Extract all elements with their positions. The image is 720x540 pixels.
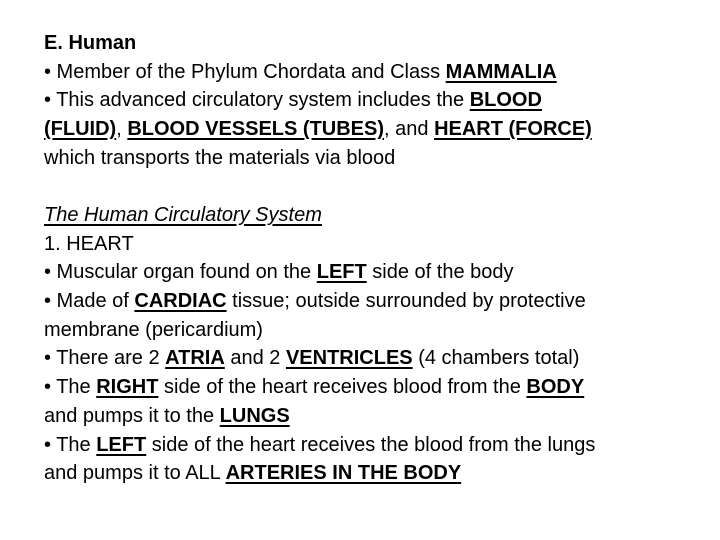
key-term-left-side: LEFT: [96, 433, 147, 456]
bullet-text: • There are 2: [44, 347, 166, 370]
bullet-cardiac-tissue-cont: membrane (pericardium): [44, 318, 263, 341]
bullet-text: • The: [44, 433, 97, 456]
bullet-right-side: [44, 373, 716, 402]
bullet-muscular-organ: [44, 258, 716, 287]
bullet-text: side of the body: [366, 261, 514, 284]
bullet-left-side-cont: [44, 459, 716, 488]
separator: ,: [116, 118, 128, 141]
key-term-right: RIGHT: [96, 376, 159, 399]
bullet-circulatory-system: [44, 86, 716, 115]
bullet-text: • Member of the Phylum Chordata and Class: [44, 60, 446, 83]
bullet-text: and pumps it to ALL: [44, 462, 226, 485]
section-circulatory-system: [44, 201, 716, 488]
bullet-text: side of the heart receives blood from the: [158, 376, 527, 399]
separator: , and: [384, 118, 435, 141]
section-heading: E. Human: [44, 32, 137, 54]
bullet-chambers: [44, 344, 716, 373]
bullet-text: • Made of: [44, 290, 135, 313]
key-term-ventricles: VENTRICLES: [285, 347, 413, 370]
key-term-blood-vessels: BLOOD VESSELS (TUBES): [127, 118, 385, 141]
bullet-cardiac-tissue: [44, 287, 716, 316]
bullet-text: and 2: [224, 347, 286, 370]
subheading-heart: 1. HEART: [44, 232, 134, 255]
bullet-phylum: [44, 58, 716, 87]
key-term-blood: BLOOD: [469, 89, 542, 112]
bullet-right-side-cont: [44, 402, 716, 431]
section-human: [44, 29, 716, 172]
key-term-cardiac: CARDIAC: [134, 290, 227, 313]
bullet-text: side of the heart receives the blood from the lungs: [146, 433, 596, 456]
key-term-mammalia: MAMMALIA: [445, 60, 557, 83]
key-term-arteries: ARTERIES IN THE BODY: [225, 462, 462, 485]
key-term-body: BODY: [526, 376, 585, 399]
section-title: [44, 201, 716, 230]
key-term-left: LEFT: [316, 261, 367, 284]
key-term-fluid: (FLUID): [44, 118, 117, 141]
bullet-text: and pumps it to the: [44, 404, 220, 427]
key-term-atria: ATRIA: [165, 347, 225, 370]
bullet-left-side: [44, 431, 716, 460]
key-term-lungs: LUNGS: [219, 404, 290, 427]
bullet-text: tissue; outside surrounded by protective: [226, 290, 586, 313]
key-term-heart: HEART (FORCE): [434, 118, 592, 141]
bullet-text: (4 chambers total): [412, 347, 580, 370]
bullet-circulatory-system-end: which transports the materials via blood: [44, 146, 396, 169]
bullet-circulatory-system-cont: [44, 115, 716, 144]
bullet-text: • Muscular organ found on the: [44, 261, 317, 284]
bullet-text: • The: [44, 376, 97, 399]
bullet-text: • This advanced circulatory system includes the: [44, 89, 470, 112]
section-title-text: The Human Circulatory System: [44, 204, 322, 226]
